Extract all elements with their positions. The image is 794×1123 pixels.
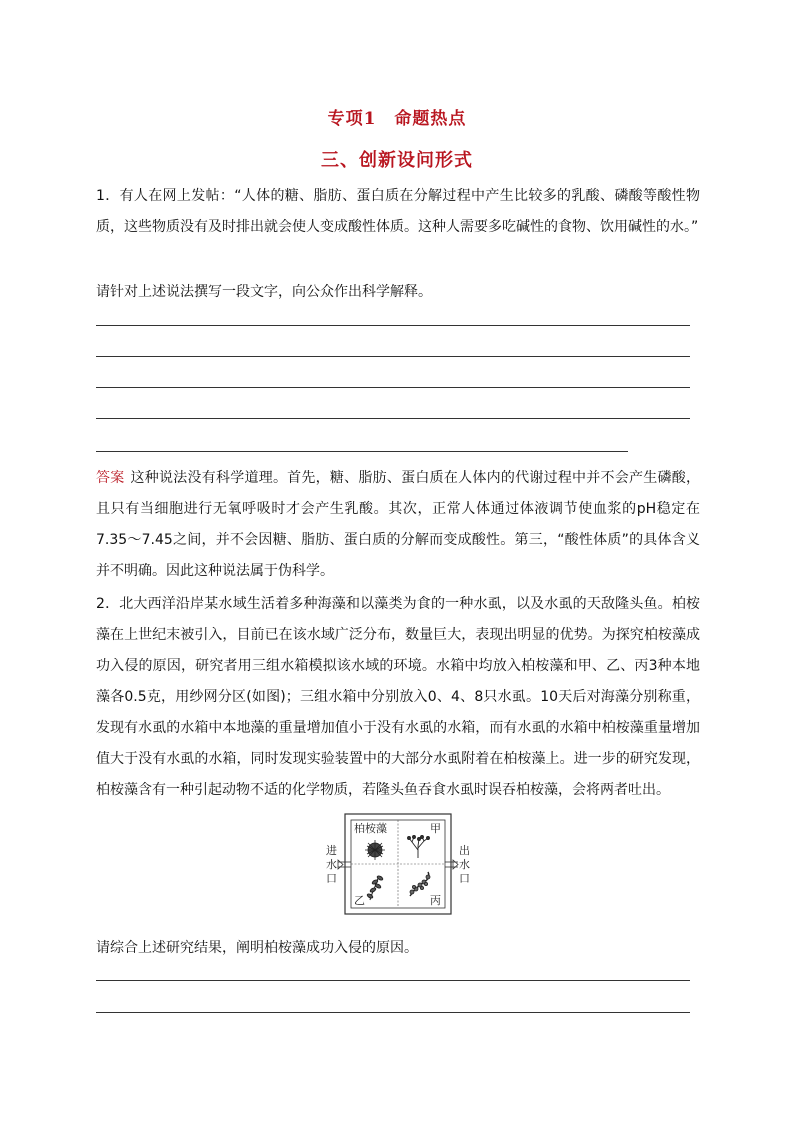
answer-line xyxy=(96,356,690,357)
question-2-prompt: 请综合上述研究结果，阐明柏桉藻成功入侵的原因。 xyxy=(96,940,418,956)
page-title: 专项1 命题热点 xyxy=(327,109,467,129)
answer-text: 这种说法没有科学道理。首先，糖、脂肪、蛋白质在人体内的代谢过程中并不会产生磷酸，且只有当细胞进行无氧呼吸时才会产生乳酸。其次，正常人体通过体液调节使血浆的pH稳定在7.35～7.45之间，并不会因糖、脂肪、蛋白质的分解而变成酸性。第三，“酸性体质”的具体含义并不明确。因此这种说法属于伪科学。 xyxy=(96,470,701,579)
outlet-arrow-icon xyxy=(453,860,458,869)
inlet-char: 口 xyxy=(326,872,337,885)
answer-line xyxy=(96,451,628,452)
aquarium-diagram xyxy=(318,812,478,918)
answer-line xyxy=(96,325,690,326)
outlet-char: 水 xyxy=(459,858,470,871)
answer-block xyxy=(96,463,700,587)
outlet-char: 出 xyxy=(459,844,470,857)
inlet-char: 进 xyxy=(326,844,337,857)
answer-line xyxy=(96,387,690,388)
label-yi: 乙 xyxy=(354,894,365,907)
label-bing: 丙 xyxy=(430,894,441,907)
question-1-prompt: 请针对上述说法撰写一段文字，向公众作出科学解释。 xyxy=(96,284,432,300)
alga-jia-icon xyxy=(408,836,430,859)
label-bonnemaisonia: 柏桉藻 xyxy=(354,822,387,835)
inlet-arrow-icon xyxy=(338,860,343,869)
inlet-char: 水 xyxy=(326,858,337,871)
question-1-text: 1．有人在网上发帖：“人体的糖、脂肪、蛋白质在分解过程中产生比较多的乳酸、磷酸等酸性物质，这些物质没有及时排出就会使人变成酸性体质。这种人需要多吃碱性的食物、饮用碱性的水。” xyxy=(96,188,700,235)
alga-bing-icon xyxy=(410,872,430,896)
outlet-char: 口 xyxy=(459,872,470,885)
bonnemaisonia-alga-icon xyxy=(365,840,385,860)
answer-label: 答案 xyxy=(96,470,125,486)
section-subtitle: 三、创新设问形式 xyxy=(321,150,473,171)
answer-line xyxy=(96,980,690,981)
label-jia: 甲 xyxy=(430,822,441,835)
question-2-text: 2．北大西洋沿岸某水域生活着多种海藻和以藻类为食的一种水虱，以及水虱的天敌隆头鱼。柏桉藻在上世纪末被引入，目前已在该水域广泛分布，数量巨大，表现出明显的优势。为探究柏桉藻成功入侵的原因，研究者用三组水箱模拟该水域的环境。水箱中均放入柏桉藻和甲、乙、丙3种本地藻各0.5克，用纱网分区(如图)；三组水箱中分别放入0、4、8只水虱。10天后对海藻分别称重，发现有水虱的水箱中本地藻的重量增加值小于没有水虱的水箱，而有水虱的水箱中柏桉藻重量增加值大于没有水虱的水箱，同时发现实验装置中的大部分水虱附着在柏桉藻上。进一步的研究发现，柏桉藻含有一种引起动物不适的化学物质，若隆头鱼吞食水虱时误吞柏桉藻，会将两者吐出。 xyxy=(96,596,700,798)
answer-line xyxy=(96,418,690,419)
answer-line xyxy=(96,1012,690,1013)
alga-yi-icon xyxy=(367,875,384,900)
